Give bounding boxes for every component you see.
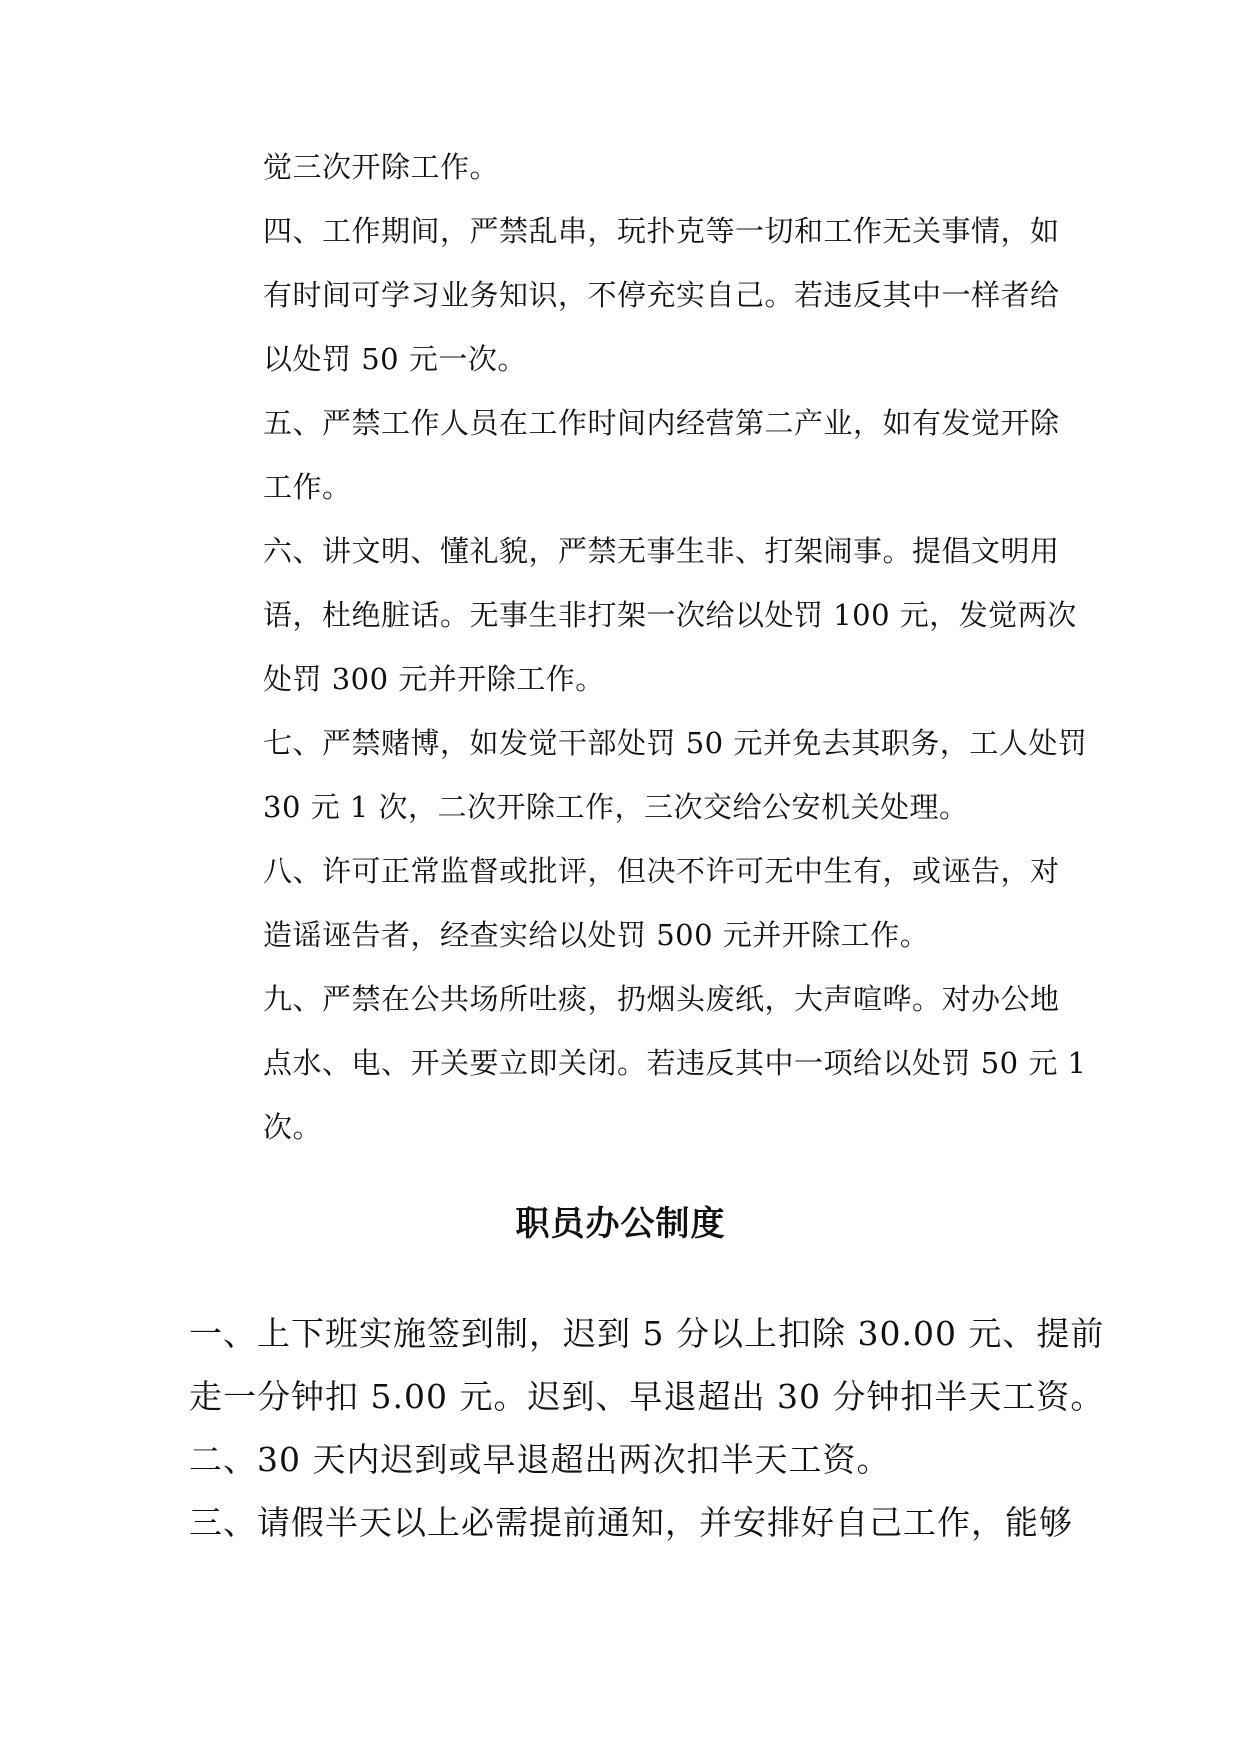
rule-9-line-2: 点水、电、开关要立即关闭。若违反其中一项给以处罚 50 元 1 (263, 1046, 1087, 1080)
rule-4-line-3: 以处罚 50 元一次。 (263, 342, 527, 376)
rule-8-line-1: 八、许可正常监督或批评，但决不许可无中生有，或诬告，对 (263, 854, 1060, 888)
office-rule-2-line-1: 二、30 天内迟到或早退超出两次扣半天工资。 (189, 1440, 891, 1479)
rule-4-line-1: 四、工作期间，严禁乱串，玩扑克等一切和工作无关事情，如 (263, 214, 1060, 248)
rule-5-line-2: 工作。 (263, 470, 352, 504)
rule-8-line-2: 造谣诬告者，经查实给以处罚 500 元并开除工作。 (263, 918, 930, 952)
rule-7-line-1: 七、严禁赌博，如发觉干部处罚 50 元并免去其职务，工人处罚 (263, 726, 1088, 760)
office-rule-3-line-1: 三、请假半天以上必需提前通知，并安排好自己工作，能够 (189, 1503, 1073, 1542)
rule-5-line-1: 五、严禁工作人员在工作时间内经营第二产业，如有发觉开除 (263, 406, 1060, 440)
rule-9-line-1: 九、严禁在公共场所吐痰，扔烟头废纸，大声喧哗。对办公地 (263, 982, 1060, 1016)
penalty-rules-continued (263, 135, 1088, 1159)
text-line: 觉三次开除工作。 (263, 150, 500, 184)
rule-6-line-2: 语，杜绝脏话。无事生非打架一次给以处罚 100 元，发觉两次 (263, 598, 1077, 632)
office-rule-1-line-1: 一、上下班实施签到制，迟到 5 分以上扣除 30.00 元、提前 (189, 1314, 1105, 1353)
rule-7-line-2: 30 元 1 次，二次开除工作，三次交给公安机关处理。 (263, 790, 969, 824)
office-rules (189, 1302, 1105, 1554)
rule-6-line-1: 六、讲文明、懂礼貌，严禁无事生非、打架闹事。提倡文明用 (263, 534, 1060, 568)
office-rule-1-line-2: 走一分钟扣 5.00 元。迟到、早退超出 30 分钟扣半天工资。 (189, 1377, 1105, 1416)
rule-9-line-3: 次。 (263, 1110, 323, 1144)
section-title: 职员办公制度 (515, 1204, 726, 1244)
rule-6-line-3: 处罚 300 元并开除工作。 (263, 662, 605, 696)
rule-4-line-2: 有时间可学习业务知识，不停充实自己。若违反其中一样者给 (263, 278, 1060, 312)
